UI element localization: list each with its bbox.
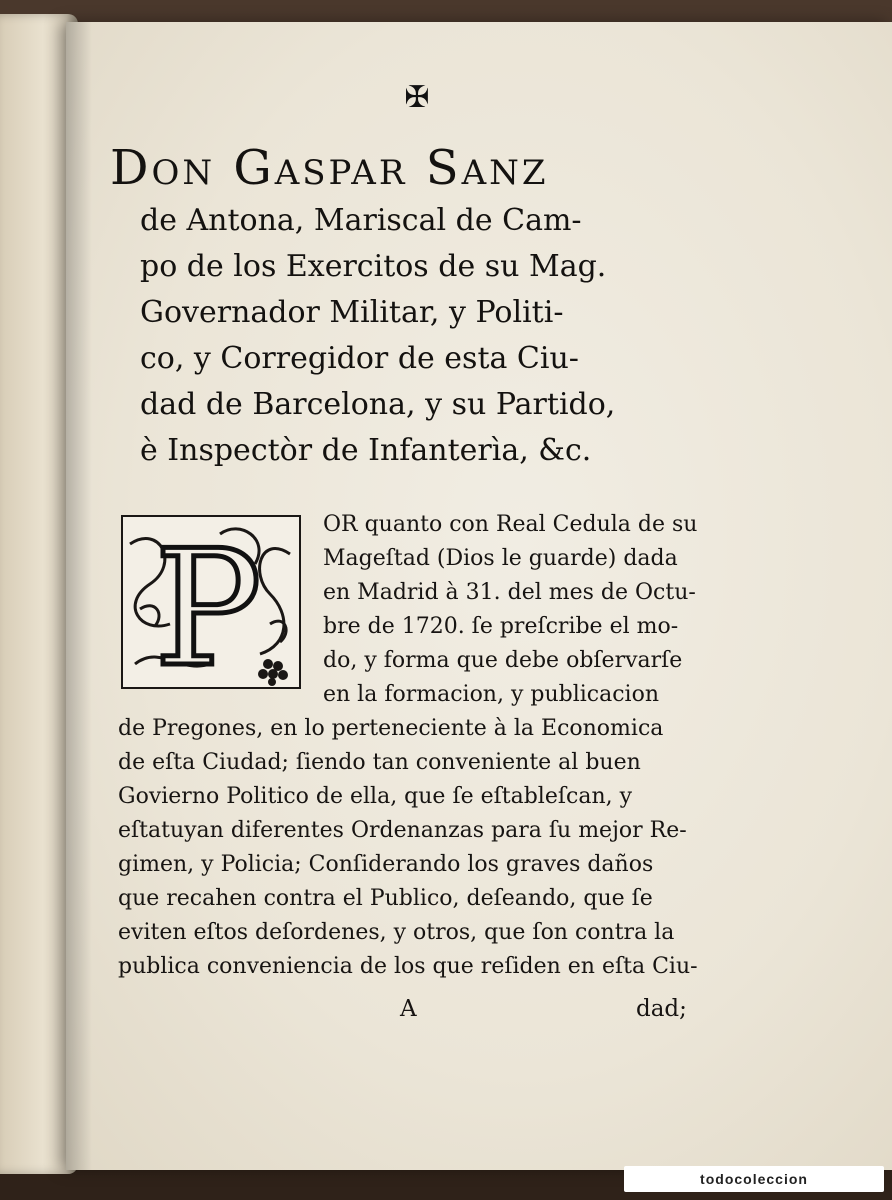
heading-title: Don Gaspar Sanz — [110, 140, 549, 196]
catchword: dad; — [636, 996, 687, 1022]
body-line: Mageſtad (Dios le guarde) dada — [323, 546, 678, 571]
body-line: de Pregones, en lo perteneciente à la Economica — [118, 716, 664, 741]
page-gutter-shadow — [66, 22, 92, 1170]
body-line: en la formacion, y publicacion — [323, 682, 660, 707]
body-line: que recahen contra el Publico, deſeando, que ſe — [118, 886, 653, 911]
body-line: en Madrid à 31. del mes de Octu- — [323, 580, 696, 605]
heading-line: Governador Militar, y Politi- — [140, 295, 564, 330]
cross-ornament-icon: ✠ — [404, 80, 430, 115]
dropcap-letter: P — [154, 515, 262, 690]
signature-mark: A — [400, 996, 417, 1022]
document-heading — [110, 138, 750, 474]
body-line: eſtatuyan diferentes Ordenanzas para ſu mejor Re- — [118, 818, 687, 843]
body-line: eviten eſtos deſordenes, y otros, que ſon contra la — [118, 920, 675, 945]
watermark-logo: todocoleccion — [624, 1166, 884, 1192]
heading-line: de Antona, Mariscal de Cam- — [140, 203, 582, 238]
body-line: bre de 1720. ſe preſcribe el mo- — [323, 614, 679, 639]
heading-line: dad de Barcelona, y su Partido, — [140, 387, 616, 422]
body-line: de eſta Ciudad; ſiendo tan conveniente al buen — [118, 750, 641, 775]
body-line: do, y forma que debe obſervarſe — [323, 648, 683, 673]
heading-line: co, y Corregidor de esta Ciu- — [140, 341, 579, 376]
heading-line: po de los Exercitos de su Mag. — [140, 249, 607, 284]
body-line: OR quanto con Real Cedula de su — [323, 512, 698, 537]
body-line: gimen, y Policia; Conſiderando los graves daños — [118, 852, 654, 877]
body-text — [118, 508, 738, 984]
body-line: Govierno Politico de ella, que ſe eſtableſcan, y — [118, 784, 633, 809]
body-line: publica conveniencia de los que reſiden en eſta Ciu- — [118, 954, 698, 979]
heading-line: è Inspectòr de Infanterìa, &c. — [140, 433, 592, 468]
